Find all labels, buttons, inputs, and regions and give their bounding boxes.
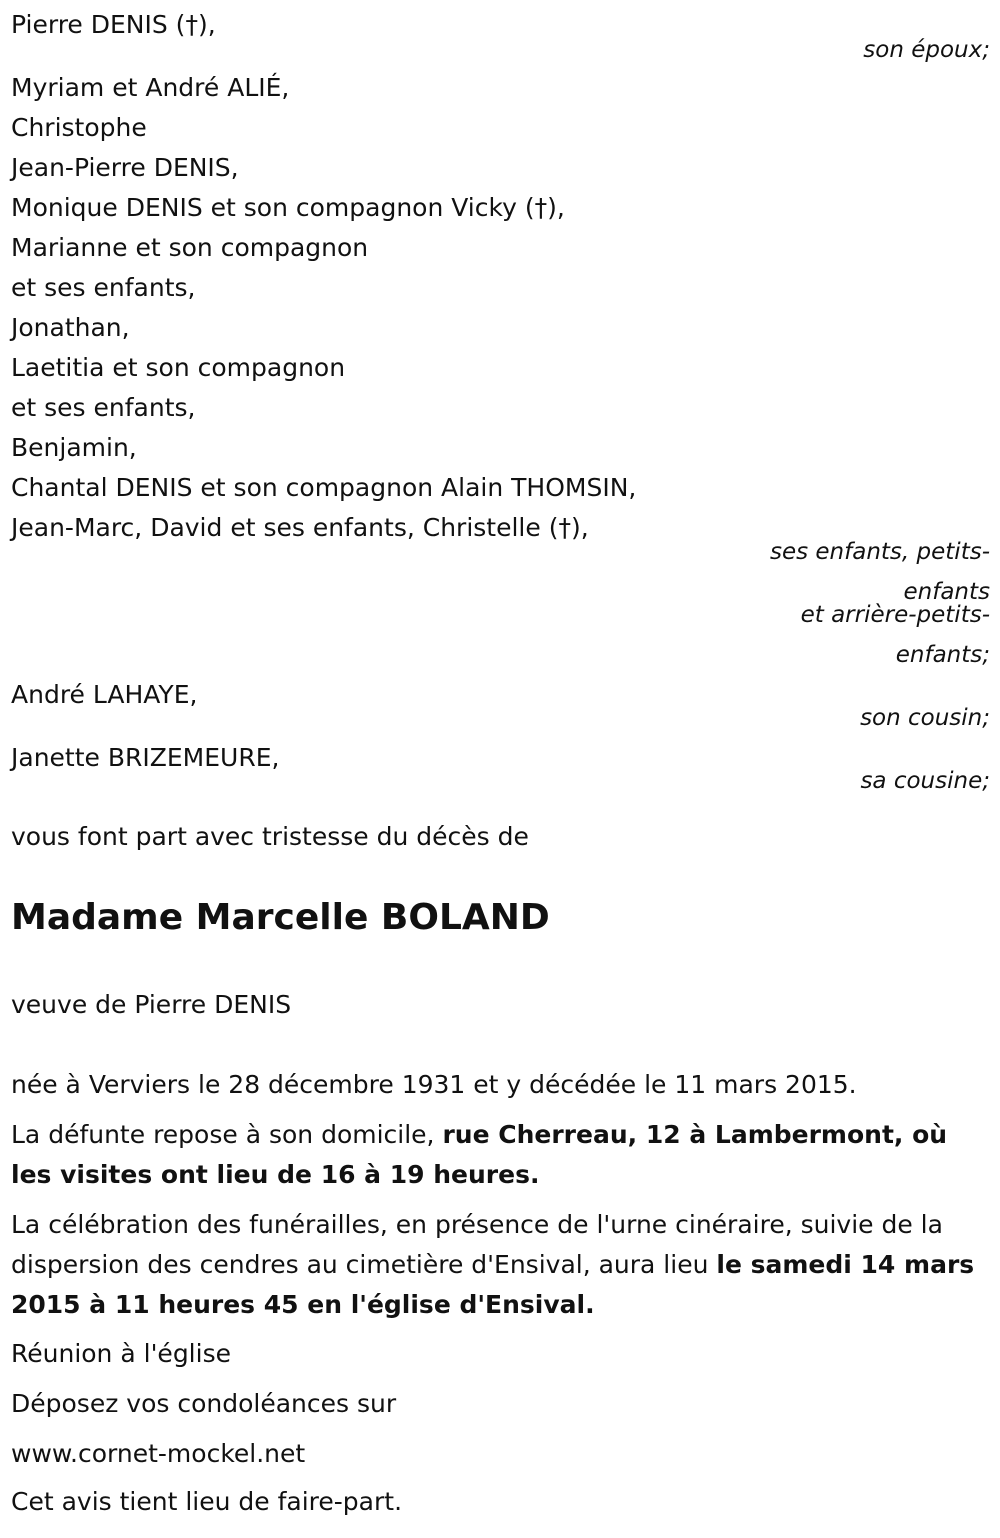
- family-member: Christophe: [11, 113, 147, 142]
- family-member: Jonathan,: [11, 313, 130, 342]
- closing-note: Cet avis tient lieu de faire-part.: [11, 1487, 403, 1516]
- family-member: Myriam et André ALIÉ,: [11, 73, 290, 102]
- repose-address: rue Cherreau, 12 à Lambermont, où les visites ont lieu de 16 à 19 heures.: [11, 1120, 948, 1189]
- family-member: Laetitia et son compagnon: [11, 353, 346, 382]
- family-member: Pierre DENIS (†),: [11, 10, 216, 39]
- relation-label: sa cousine;: [860, 768, 990, 794]
- ceremony-date: le samedi 14 mars 2015 à 11 heures 45 en l'église d'Ensival.: [11, 1250, 975, 1319]
- relation-label: son cousin;: [860, 705, 990, 731]
- reunion: Réunion à l'église: [11, 1339, 231, 1368]
- repose-prefix: La défunte repose à son domicile,: [11, 1120, 443, 1149]
- deceased-name: Madame Marcelle BOLAND: [11, 897, 550, 938]
- birth-death: née à Verviers le 28 décembre 1931 et y décédée le 11 mars 2015.: [11, 1070, 857, 1099]
- relation-label: enfants: [903, 579, 990, 605]
- ceremony-prefix: La célébration des funérailles, en présence de l'urne cinéraire, suivie de la dispersion des cendres au cimetière d'Ensival, aura lieu: [11, 1210, 943, 1279]
- family-member: Jean-Pierre DENIS,: [11, 153, 239, 182]
- widow-of: veuve de Pierre DENIS: [11, 990, 292, 1019]
- ceremony-info: [11, 1205, 991, 1325]
- repose-info: [11, 1115, 991, 1195]
- relation-label: son époux;: [863, 37, 990, 63]
- family-member: André LAHAYE,: [11, 680, 198, 709]
- family-member: Benjamin,: [11, 433, 137, 462]
- intro-text: vous font part avec tristesse du décès de: [11, 822, 529, 851]
- family-member: et ses enfants,: [11, 393, 196, 422]
- relation-label: enfants;: [895, 642, 990, 668]
- family-member: Janette BRIZEMEURE,: [11, 743, 280, 772]
- family-member: Chantal DENIS et son compagnon Alain THOMSIN,: [11, 473, 637, 502]
- condolences: Déposez vos condoléances sur: [11, 1389, 397, 1418]
- family-member: Monique DENIS et son compagnon Vicky (†),: [11, 193, 565, 222]
- website-link[interactable]: www.cornet-mockel.net: [11, 1439, 306, 1468]
- family-member: Jean-Marc, David et ses enfants, Christelle (†),: [11, 513, 589, 542]
- relation-label: et arrière-petits-: [800, 602, 990, 628]
- family-member: Marianne et son compagnon: [11, 233, 369, 262]
- relation-label: ses enfants, petits-: [769, 539, 990, 565]
- family-member: et ses enfants,: [11, 273, 196, 302]
